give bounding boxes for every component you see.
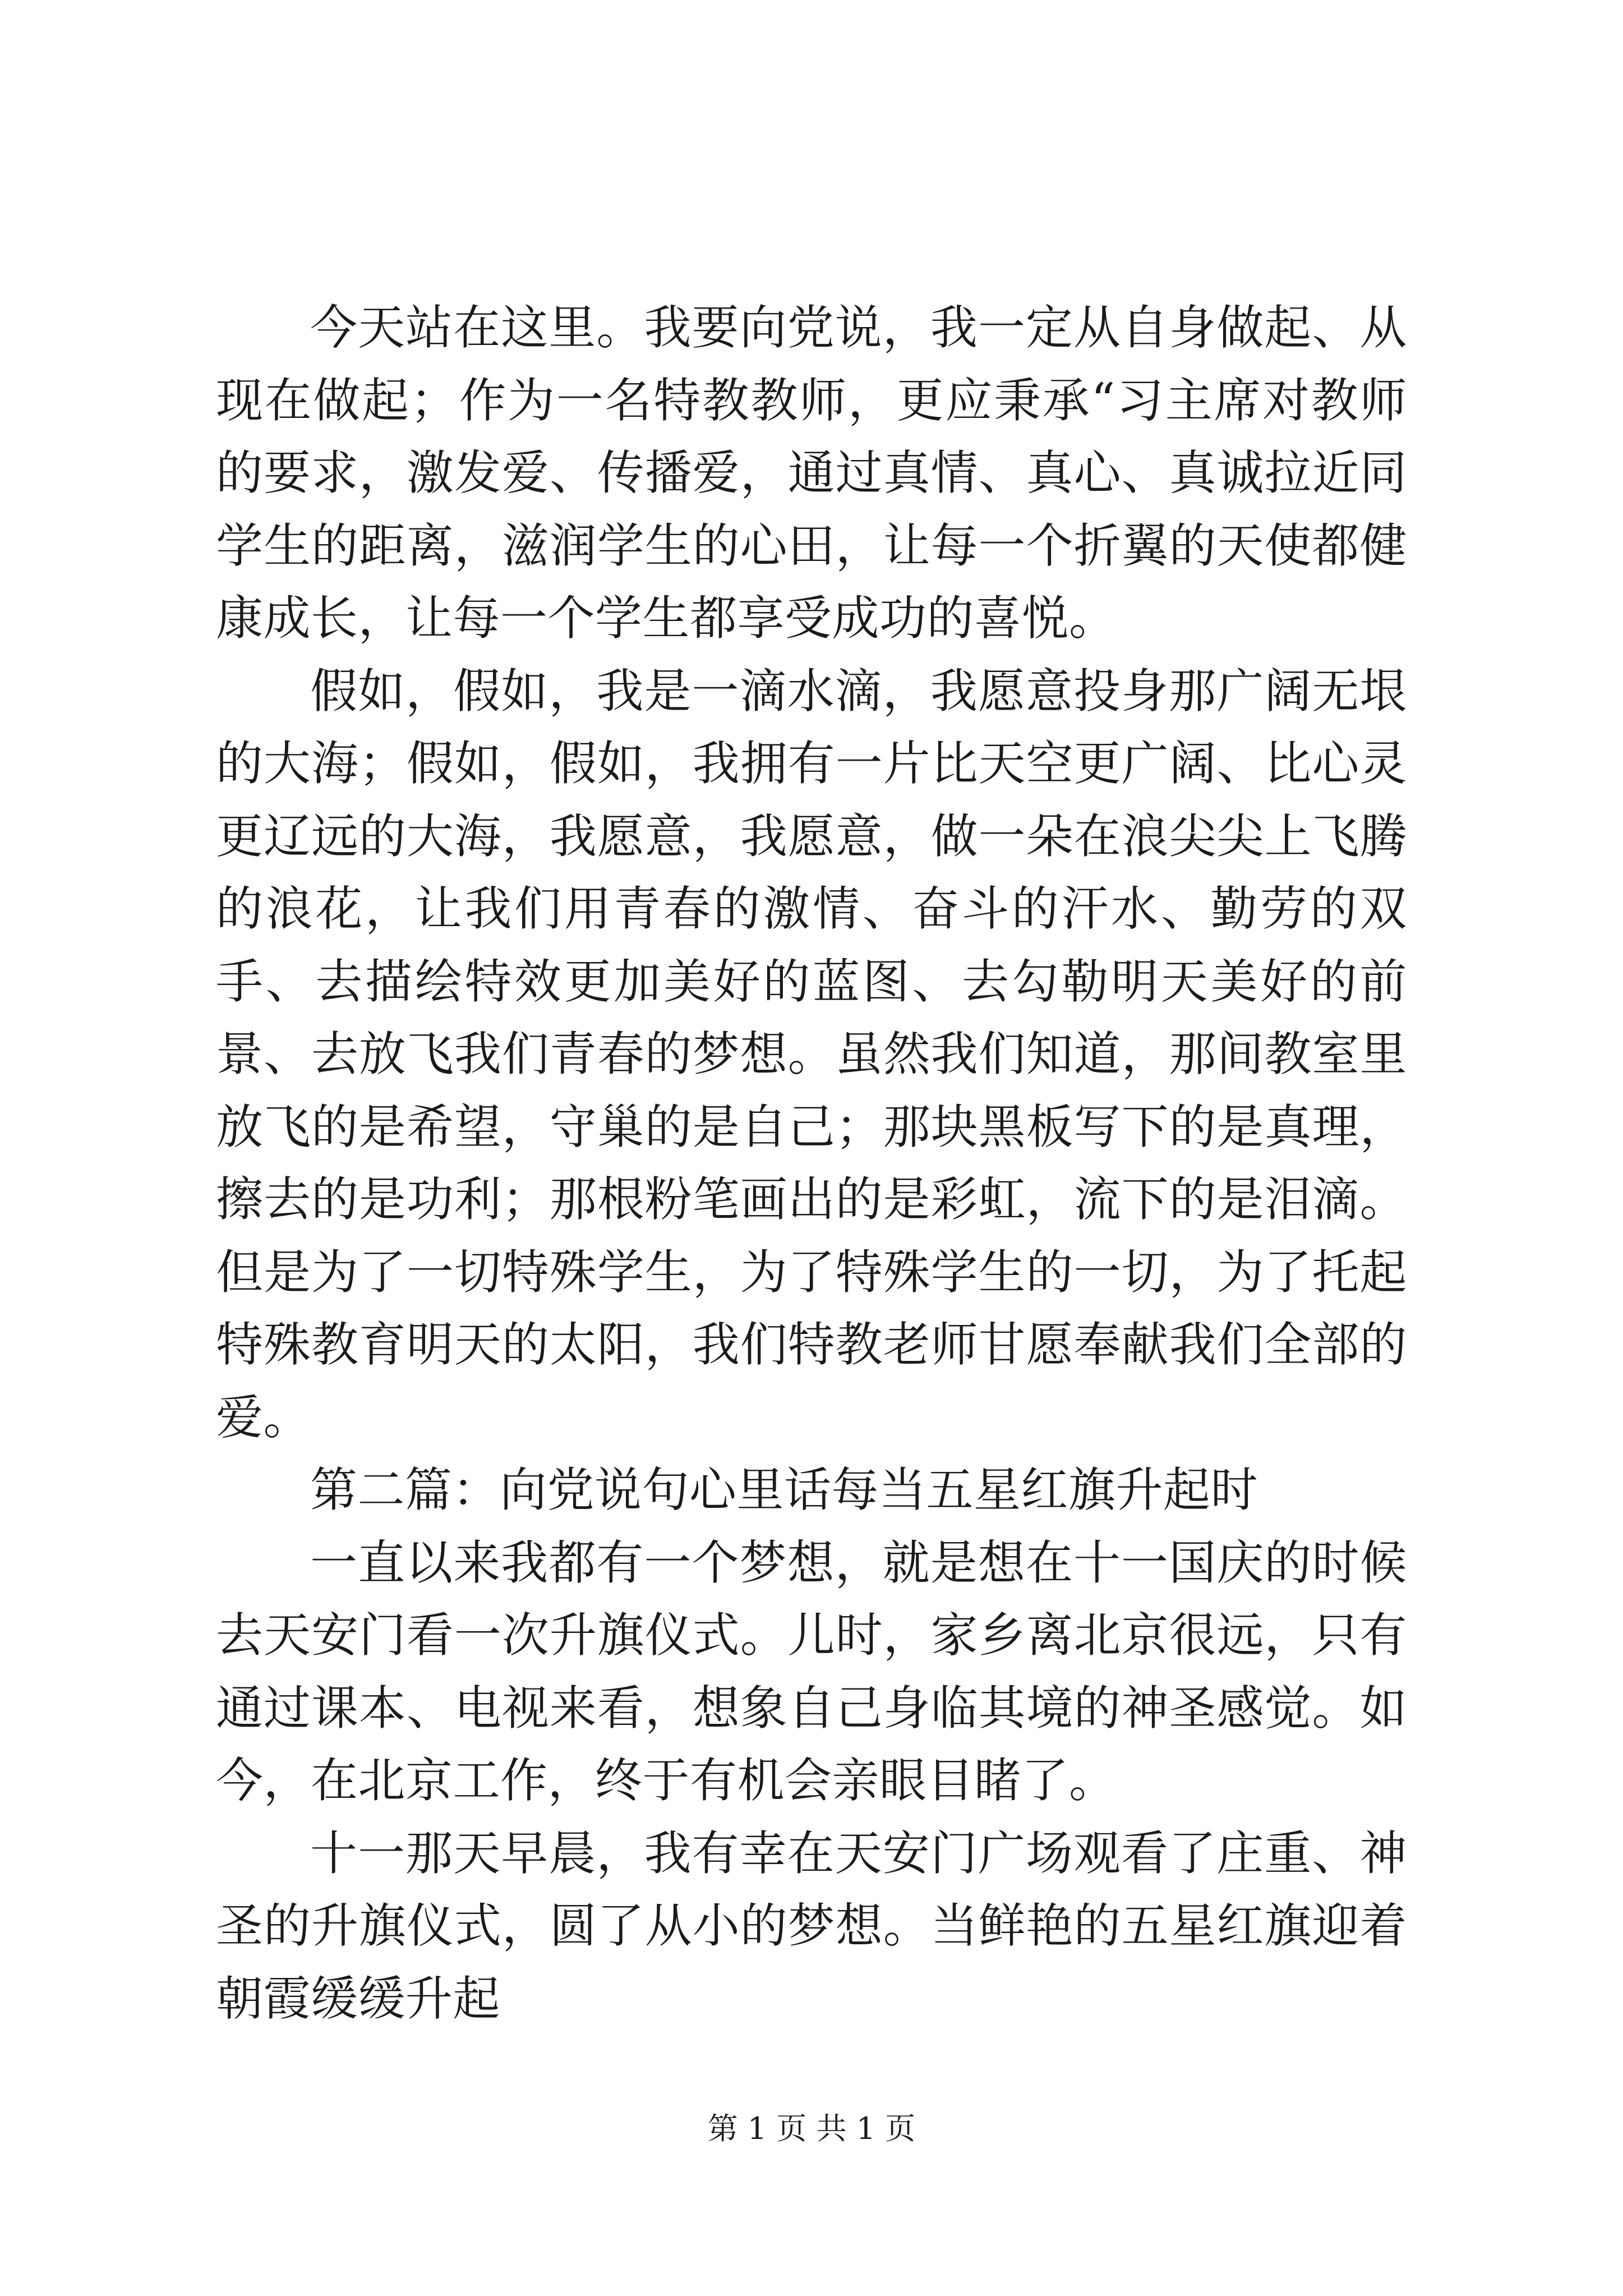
document-body <box>216 292 1407 2035</box>
paragraph-4: 十一那天早晨，我有幸在天安门广场观看了庄重、神圣的升旗仪式，圆了从小的梦想。当鲜艳的五星红旗迎着朝霞缓缓升起 <box>216 1825 1407 2026</box>
page-number-footer: 第 1 页 共 1 页 <box>707 2111 916 2146</box>
paragraph-1: 今天站在这里。我要向党说，我一定从自身做起、从现在做起；作为一名特教教师，更应秉承“习主席对教师的要求，激发爱、传播爱，通过真情、真心、真诚拉近同学生的距离，滋润学生的心田，让每一个折翼的天使都健康成长，让每一个学生都享受成功的喜悦。 <box>216 300 1407 646</box>
paragraph-3: 一直以来我都有一个梦想，就是想在十一国庆的时候去天安门看一次升旗仪式。儿时，家乡离北京很远，只有通过课本、电视来看，想象自己身临其境的神圣感觉。如今，在北京工作，终于有机会亲眼目睹了。 <box>216 1535 1407 1808</box>
paragraph-2: 假如，假如，我是一滴水滴，我愿意投身那广阔无垠的大海；假如，假如，我拥有一片比天空更广阔、比心灵更辽远的大海，我愿意，我愿意，做一朵在浪尖尖上飞腾的浪花，让我们用青春的激情、奋斗的汗水、勤劳的双手、去描绘特效更加美好的蓝图、去勾勒明天美好的前景、去放飞我们青春的梦想。虽然我们知道，那间教室里放飞的是希望，守巢的是自己；那块黑板写下的是真理，擦去的是功利；那根粉笔画出的是彩虹，流下的是泪滴。但是为了一切特殊学生，为了特殊学生的一切，为了托起特殊教育明天的太阳，我们特教老师甘愿奉献我们全部的爱。 <box>216 663 1407 1445</box>
section-heading: 第二篇：向党说句心里话每当五星红旗升起时 <box>310 1462 1258 1517</box>
